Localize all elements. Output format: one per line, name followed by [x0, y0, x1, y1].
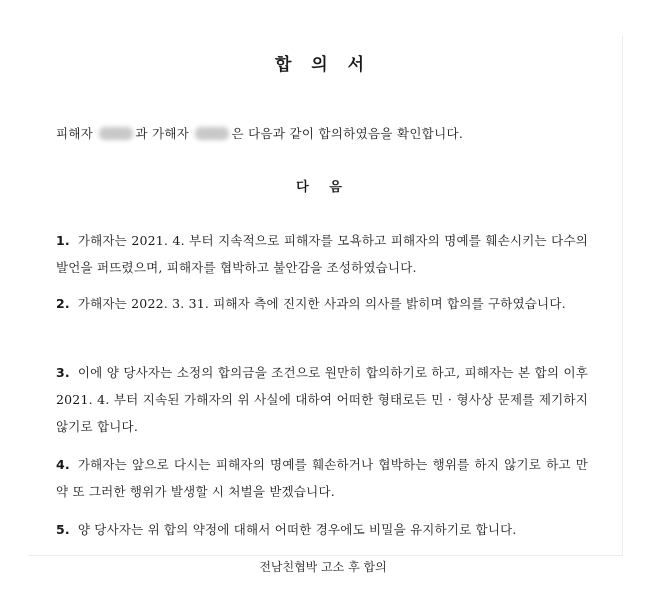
- clause-number: 5.: [56, 522, 70, 537]
- clause-number: 4.: [56, 457, 70, 472]
- document-subtitle: 다 음: [296, 180, 350, 195]
- document-title: 합 의 서: [274, 55, 372, 75]
- clause-text: 가해자는 2022. 3. 31. 피해자 측에 진지한 사과의 의사를 밝히며 합의를 구하였습니다.: [77, 296, 566, 311]
- clause-text: 양 당사자는 위 합의 약정에 대해서 어떠한 경우에도 비밀을 유지하기로 합니다.: [77, 522, 517, 537]
- clause-text: 이에 양 당사자는 소정의 합의금을 조건으로 원만히 합의하기로 하고, 피해자는 본 합의 이후 2021. 4. 부터 지속된 가해자의 위 사실에 대하여 어떠한 형태로든 민 · 형사상 문제를 제기하지 않기로 합니다.: [56, 365, 588, 434]
- clause-1: [56, 227, 588, 281]
- clause-5: [56, 516, 588, 543]
- clause-text: 가해자는 2021. 4. 부터 지속적으로 피해자를 모욕하고 피해자의 명예를 훼손시키는 다수의 발언을 퍼뜨렸으며, 피해자를 협박하고 불안감을 조성하였습니다.: [56, 233, 588, 275]
- clause-number: 1.: [56, 233, 70, 248]
- clause-4: [56, 451, 588, 505]
- intro-suffix: 은 다음과 같이 합의하였음을 확인합니다.: [231, 126, 464, 141]
- intro-sentence: [56, 124, 463, 142]
- clause-number: 3.: [56, 365, 70, 380]
- offender-name-redacted: [195, 127, 229, 140]
- clause-2: [56, 290, 588, 317]
- clause-text: 가해자는 앞으로 다시는 피해자의 명예를 훼손하거나 협박하는 행위를 하지 않기로 하고 만약 또 그러한 행위가 발생할 시 처벌을 받겠습니다.: [56, 457, 588, 499]
- clause-3: [56, 359, 588, 440]
- victim-name-redacted: [99, 127, 133, 140]
- intro-prefix: 피해자: [56, 126, 98, 141]
- clause-number: 2.: [56, 296, 70, 311]
- image-caption: 전남친협박 고소 후 합의: [259, 560, 387, 574]
- intro-middle: 과 가해자: [135, 126, 194, 141]
